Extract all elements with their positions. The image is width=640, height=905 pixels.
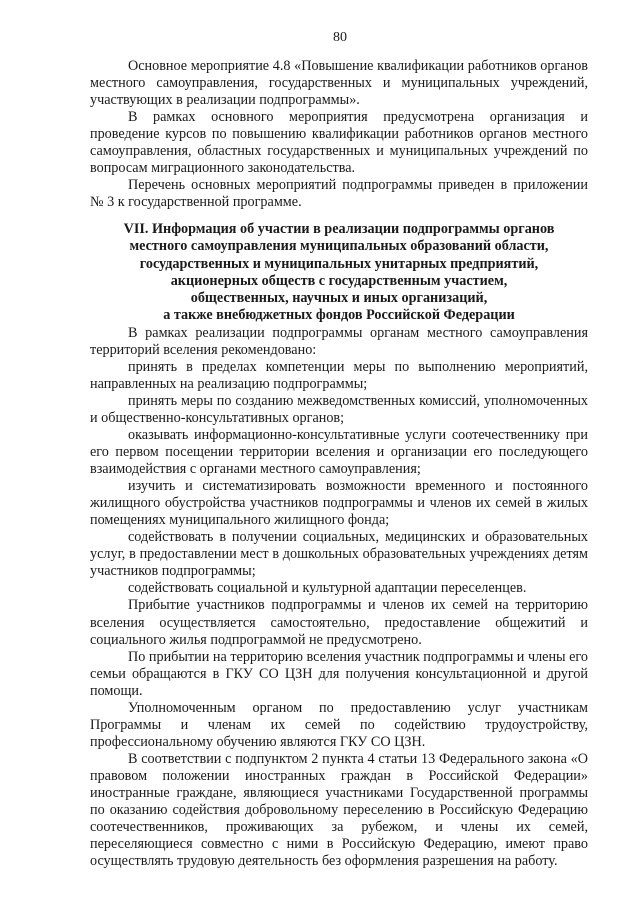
section-heading-line-2: местного самоуправления муниципальных образований области,: [129, 238, 549, 255]
intro-paragraph-3: Перечень основных мероприятий подпрограммы приведен в приложении № 3 к государственной программе.: [90, 177, 588, 211]
document-body: [90, 58, 588, 870]
section-paragraph-1: В рамках реализации подпрограммы органам местного самоуправления территорий вселения рекомендовано:: [90, 324, 588, 358]
section-heading-line-5: общественных, научных и иных организаций,: [190, 289, 488, 306]
section-paragraph-9: По прибытии на территорию вселения участник подпрограммы и члены его семьи обращаются в ГКУ СО ЦЗН для получения консультационной и другой помощи.: [90, 648, 588, 699]
section-paragraph-5: изучить и систематизировать возможности временного и постоянного жилищного обустройства участников подпрограммы и членов их семей в жилых помещениях муниципального жилищного фонда;: [90, 478, 588, 529]
section-heading: [90, 221, 588, 323]
section-paragraph-8: Прибытие участников подпрограммы и членов их семей на территорию вселения осуществляется самостоятельно, предоставление общежитий и социального жилья подпрограммой не предусмотрено.: [90, 597, 588, 648]
intro-paragraph-2: В рамках основного мероприятия предусмотрена организация и проведение курсов по повышению квалификации работников органов местного самоуправления, областных государственных и муниципальных учреждений по вопросам миграционного законодательства.: [90, 109, 588, 177]
section-paragraph-11: В соответствии с подпунктом 2 пункта 4 статьи 13 Федерального закона «О правовом положении иностранных граждан в Российской Федерации» иностранные граждане, являющиеся участниками Государственной программы по оказанию содействия добровольному переселению в Российскую Федерацию соотечественников, проживающих за рубежом, и члены их семей, переселяющиеся совместно с ними в Российскую Федерацию, имеют право осуществлять трудовую деятельность без оформления разрешения на работу.: [90, 750, 588, 870]
section-paragraph-6: содействовать в получении социальных, медицинских и образовательных услуг, в предоставлении мест в дошкольных образовательных учреждениях детям участников подпрограммы;: [90, 529, 588, 580]
page-number: 80: [333, 30, 347, 45]
section-paragraph-10: Уполномоченным органом по предоставлению услуг участникам Программы и членам их семей по содействию трудоустройству, профессиональному обучению являются ГКУ СО ЦЗН.: [90, 699, 588, 750]
section-paragraph-2: принять в пределах компетенции меры по выполнению мероприятий, направленных на реализацию подпрограммы;: [90, 358, 588, 392]
section-heading-line-6: а также внебюджетных фондов Российской Федерации: [163, 306, 515, 323]
section-paragraph-4: оказывать информационно-консультативные услуги соотечественнику при его первом посещении территории вселения и организации его последующего взаимодействия с органами местного самоуправления;: [90, 426, 588, 478]
section-paragraph-7: содействовать социальной и культурной адаптации переселенцев.: [128, 580, 527, 597]
intro-paragraph-1: Основное мероприятие 4.8 «Повышение квалификации работников органов местного самоуправления, государственных и муниципальных учреждений, участвующих в реализации подпрограммы».: [90, 58, 588, 109]
section-heading-line-4: акционерных обществ с государственным участием,: [170, 272, 508, 289]
section-heading-line-1: VII. Информация об участии в реализации подпрограммы органов: [123, 221, 555, 238]
section-paragraph-3: принять меры по созданию межведомственных комиссий, уполномоченных и общественно-консультативных органов;: [90, 392, 588, 426]
section-heading-line-3: государственных и муниципальных унитарных предприятий,: [139, 255, 539, 272]
